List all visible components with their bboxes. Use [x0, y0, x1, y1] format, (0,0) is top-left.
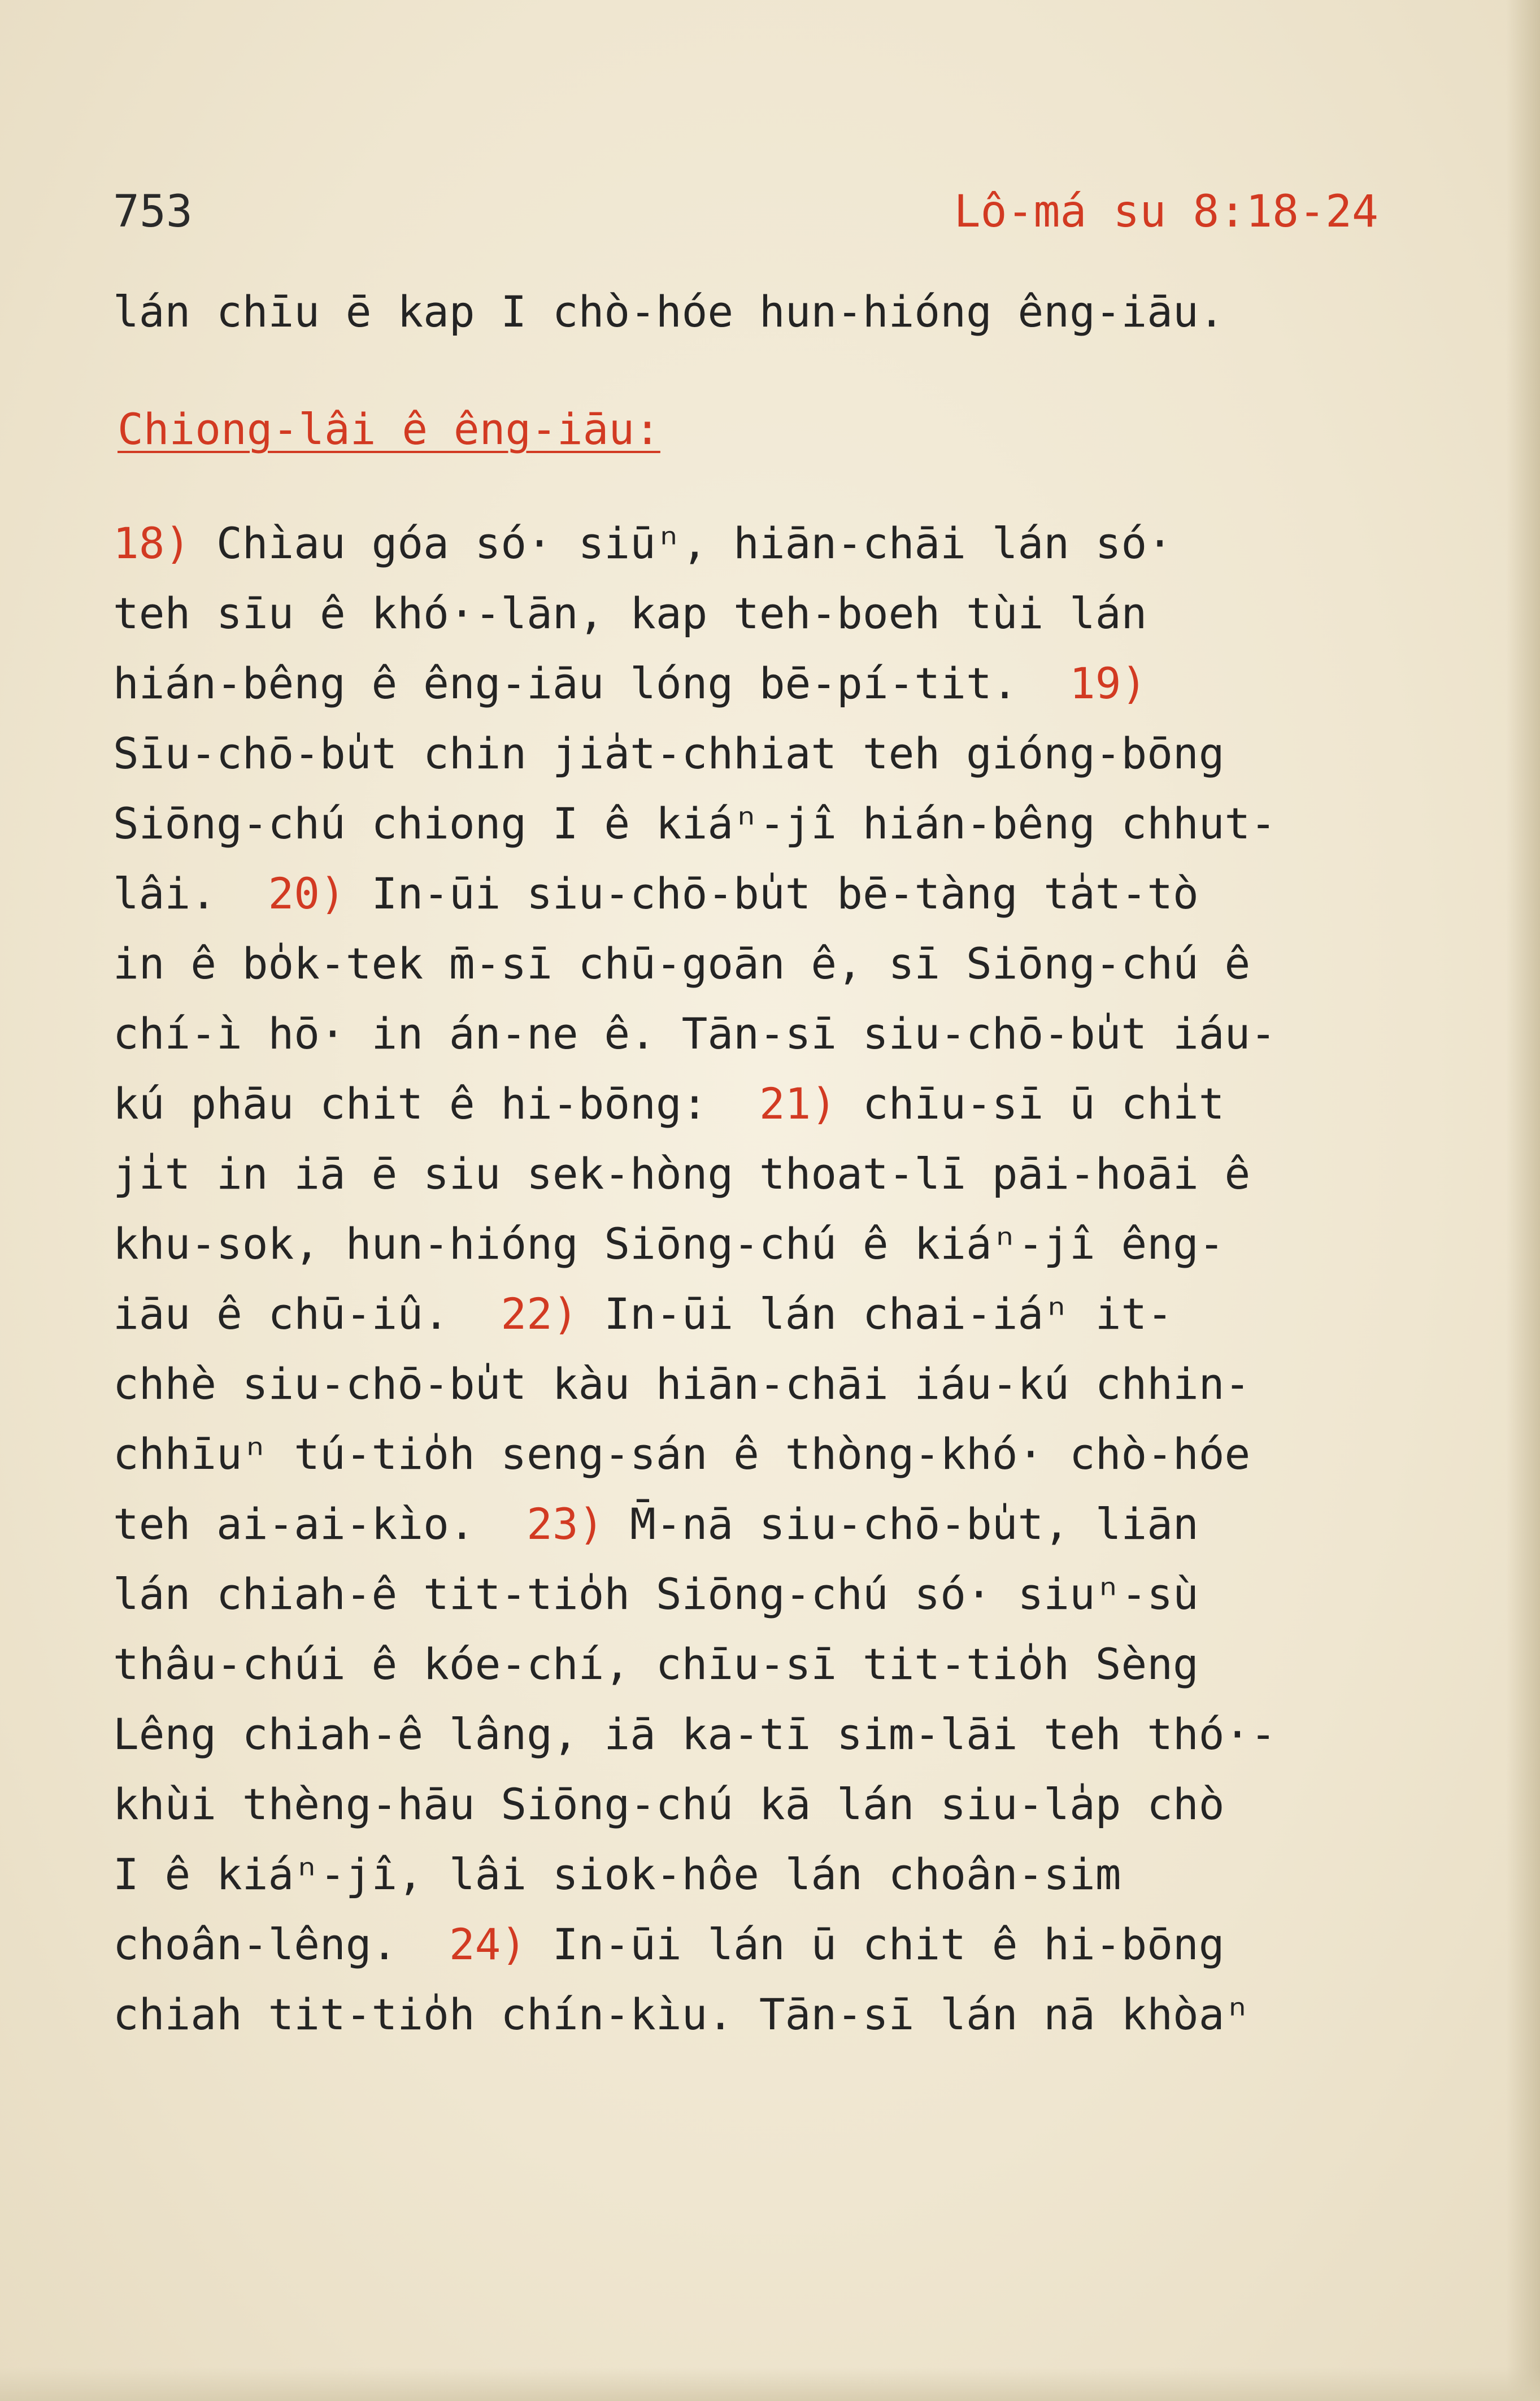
text-line	[113, 1069, 1491, 1139]
page-edge-shadow	[0, 2367, 1540, 2401]
text-line: teh sīu ê khó·-lān, kap teh-boeh tùi lán	[113, 588, 1147, 638]
text-line: thâu-chúi ê kóe-chí, chīu-sī tit-tio̍h Sèng	[113, 1639, 1199, 1689]
text-line	[113, 859, 1491, 929]
text-line: chiah tit-tio̍h chín-kìu. Tān-sī lán nā khòaⁿ	[113, 1989, 1251, 2039]
line-text: kú phāu chit ê hi-bōng:	[113, 1078, 759, 1129]
text-line	[113, 508, 1491, 578]
page-header	[113, 186, 1378, 249]
text-line: chhīuⁿ tú-tio̍h seng-sán ê thòng-khó· chò-hóe	[113, 1429, 1251, 1479]
line-text: M̄-nā siu-chō-bu̍t, liān	[604, 1499, 1199, 1549]
line-text: chīu-sī ū chi̍t	[837, 1078, 1225, 1129]
line-text: iāu ê chū-iû.	[113, 1289, 501, 1339]
text-line: Sīu-chō-bu̍t chin jia̍t-chhiat teh gióng-bōng	[113, 728, 1225, 778]
line-text: Chìau góa só· siūⁿ, hiān-chāi lán só·	[190, 518, 1173, 568]
verse-number: 21)	[759, 1078, 837, 1129]
line-text: In-ūi lán ū chit ê hi-bōng	[527, 1919, 1225, 1969]
text-line: in ê bo̍k-tek m̄-sī chū-goān ê, sī Siōng-chú ê	[113, 938, 1251, 989]
text-line: lán chiah-ê tit-tio̍h Siōng-chú só· siuⁿ-sù	[113, 1569, 1199, 1619]
line-text: In-ūi lán chai-iáⁿ it-	[578, 1289, 1173, 1339]
body-text	[113, 508, 1491, 2050]
text-line: Siōng-chú chiong I ê kiáⁿ-jî hián-bêng chhut-	[113, 798, 1277, 849]
verse-number: 19)	[1069, 658, 1147, 708]
text-line: khu-sok, hun-hióng Siōng-chú ê kiáⁿ-jî êng-	[113, 1219, 1225, 1269]
verse-number: 24)	[449, 1919, 527, 1969]
text-line: chhè siu-chō-bu̍t kàu hiān-chāi iáu-kú chhin-	[113, 1359, 1251, 1409]
line-text: hián-bêng ê êng-iāu lóng bē-pí-tit.	[113, 658, 1069, 708]
text-line: chí-ì hō· in án-ne ê. Tān-sī siu-chō-bu̍t iáu-	[113, 1008, 1277, 1059]
first-line: lán chīu ē kap I chò-hóe hun-hióng êng-iāu.	[113, 286, 1225, 337]
verse-number: 22)	[501, 1289, 578, 1339]
section-heading: Chiong-lâi ê êng-iāu:	[118, 404, 660, 454]
page-edge-shadow	[1506, 0, 1540, 2401]
text-line: khùi thèng-hāu Siōng-chú kā lán siu-la̍p chò	[113, 1779, 1225, 1829]
verse-number: 23)	[527, 1499, 604, 1549]
text-line	[113, 1489, 1491, 1559]
text-line: Lêng chiah-ê lâng, iā ka-tī sim-lāi teh thó·-	[113, 1709, 1277, 1759]
verse-number: 18)	[113, 518, 191, 568]
line-text: lâi.	[113, 868, 268, 919]
line-text: choân-lêng.	[113, 1919, 449, 1969]
text-line	[113, 1910, 1491, 1980]
verse-number: 20)	[268, 868, 346, 919]
text-line: I ê kiáⁿ-jî, lâi siok-hôe lán choân-sim	[113, 1849, 1121, 1899]
page-number: 753	[113, 186, 193, 237]
line-text: teh ai-ai-kìo.	[113, 1499, 527, 1549]
line-text: In-ūi siu-chō-bu̍t bē-tàng ta̍t-tò	[345, 868, 1199, 919]
text-line	[113, 649, 1491, 719]
running-head: Lô-má su 8:18-24	[954, 186, 1378, 237]
text-line	[113, 1279, 1491, 1349]
continuation-text	[113, 277, 1480, 347]
text-line: ji̍t in iā ē siu sek-hòng thoat-lī pāi-hoāi ê	[113, 1149, 1251, 1199]
